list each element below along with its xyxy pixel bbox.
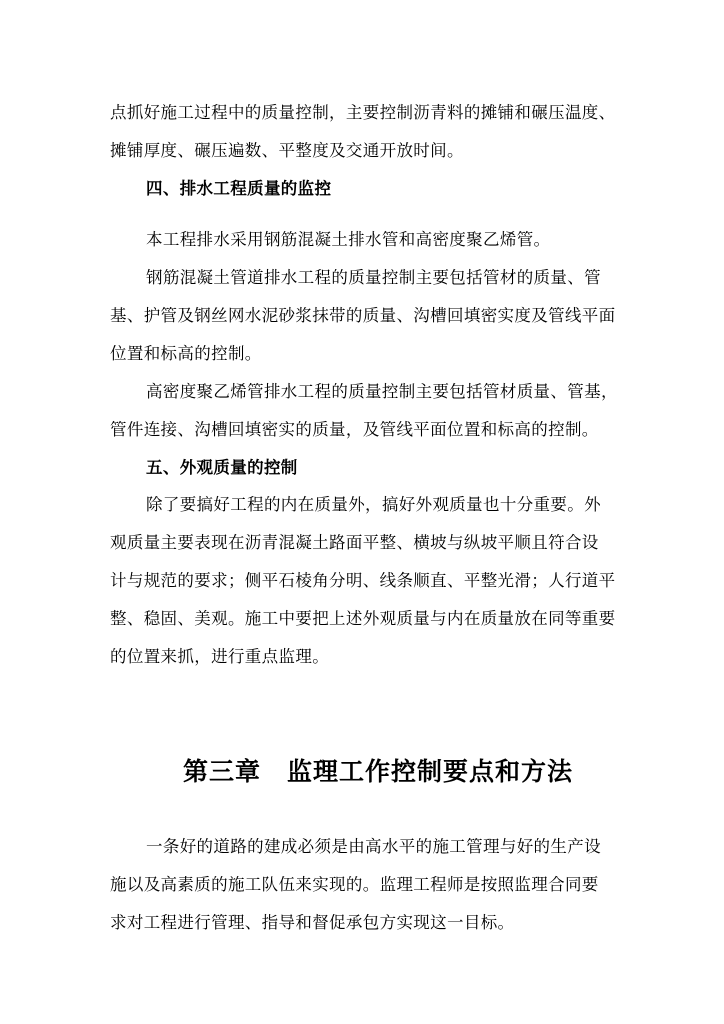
body-line: 除了要搞好工程的内在质量外，搞好外观质量也十分重要。外 xyxy=(146,495,601,514)
body-line: 求对工程进行管理、指导和督促承包方实现这一目标。 xyxy=(110,913,515,932)
body-line: 点抓好施工过程中的质量控制，主要控制沥青料的摊铺和碾压温度、 xyxy=(110,103,616,122)
section-heading-appearance: 五、外观质量的控制 xyxy=(146,458,298,477)
body-line: 整、稳固、美观。施工中要把上述外观质量与内在质量放在同等重要 xyxy=(110,609,616,628)
body-line: 管件连接、沟槽回填密实的质量，及管线平面位置和标高的控制。 xyxy=(110,420,599,439)
body-line: 计与规范的要求；侧平石棱角分明、线条顺直、平整光滑；人行道平 xyxy=(110,571,616,590)
body-line: 高密度聚乙烯管排水工程的质量控制主要包括管材质量、管基， xyxy=(146,382,618,401)
chapter-title: 监理工作控制要点和方法 xyxy=(287,757,574,786)
body-line: 基、护管及钢丝网水泥砂浆抹带的质量、沟槽回填密实度及管线平面 xyxy=(110,306,616,325)
body-line: 一条好的道路的建成必须是由高水平的施工管理与好的生产设 xyxy=(146,837,601,856)
chapter-number: 第三章 xyxy=(183,757,262,786)
body-line: 的位置来抓，进行重点监理。 xyxy=(110,647,330,666)
body-line: 钢筋混凝土管道排水工程的质量控制主要包括管材的质量、管 xyxy=(146,268,601,287)
chapter-heading xyxy=(183,754,573,790)
body-line: 观质量主要表现在沥青混凝土路面平整、横坡与纵坡平顺且符合设 xyxy=(110,533,599,552)
body-line: 摊铺厚度、碾压遍数、平整度及交通开放时间。 xyxy=(110,141,464,160)
section-heading-drainage: 四、排水工程质量的监控 xyxy=(146,179,332,198)
body-line: 本工程排水采用钢筋混凝土排水管和高密度聚乙烯管。 xyxy=(146,230,551,249)
body-line: 位置和标高的控制。 xyxy=(110,344,262,363)
body-line: 施以及高素质的施工队伍来实现的。监理工程师是按照监理合同要 xyxy=(110,875,599,894)
